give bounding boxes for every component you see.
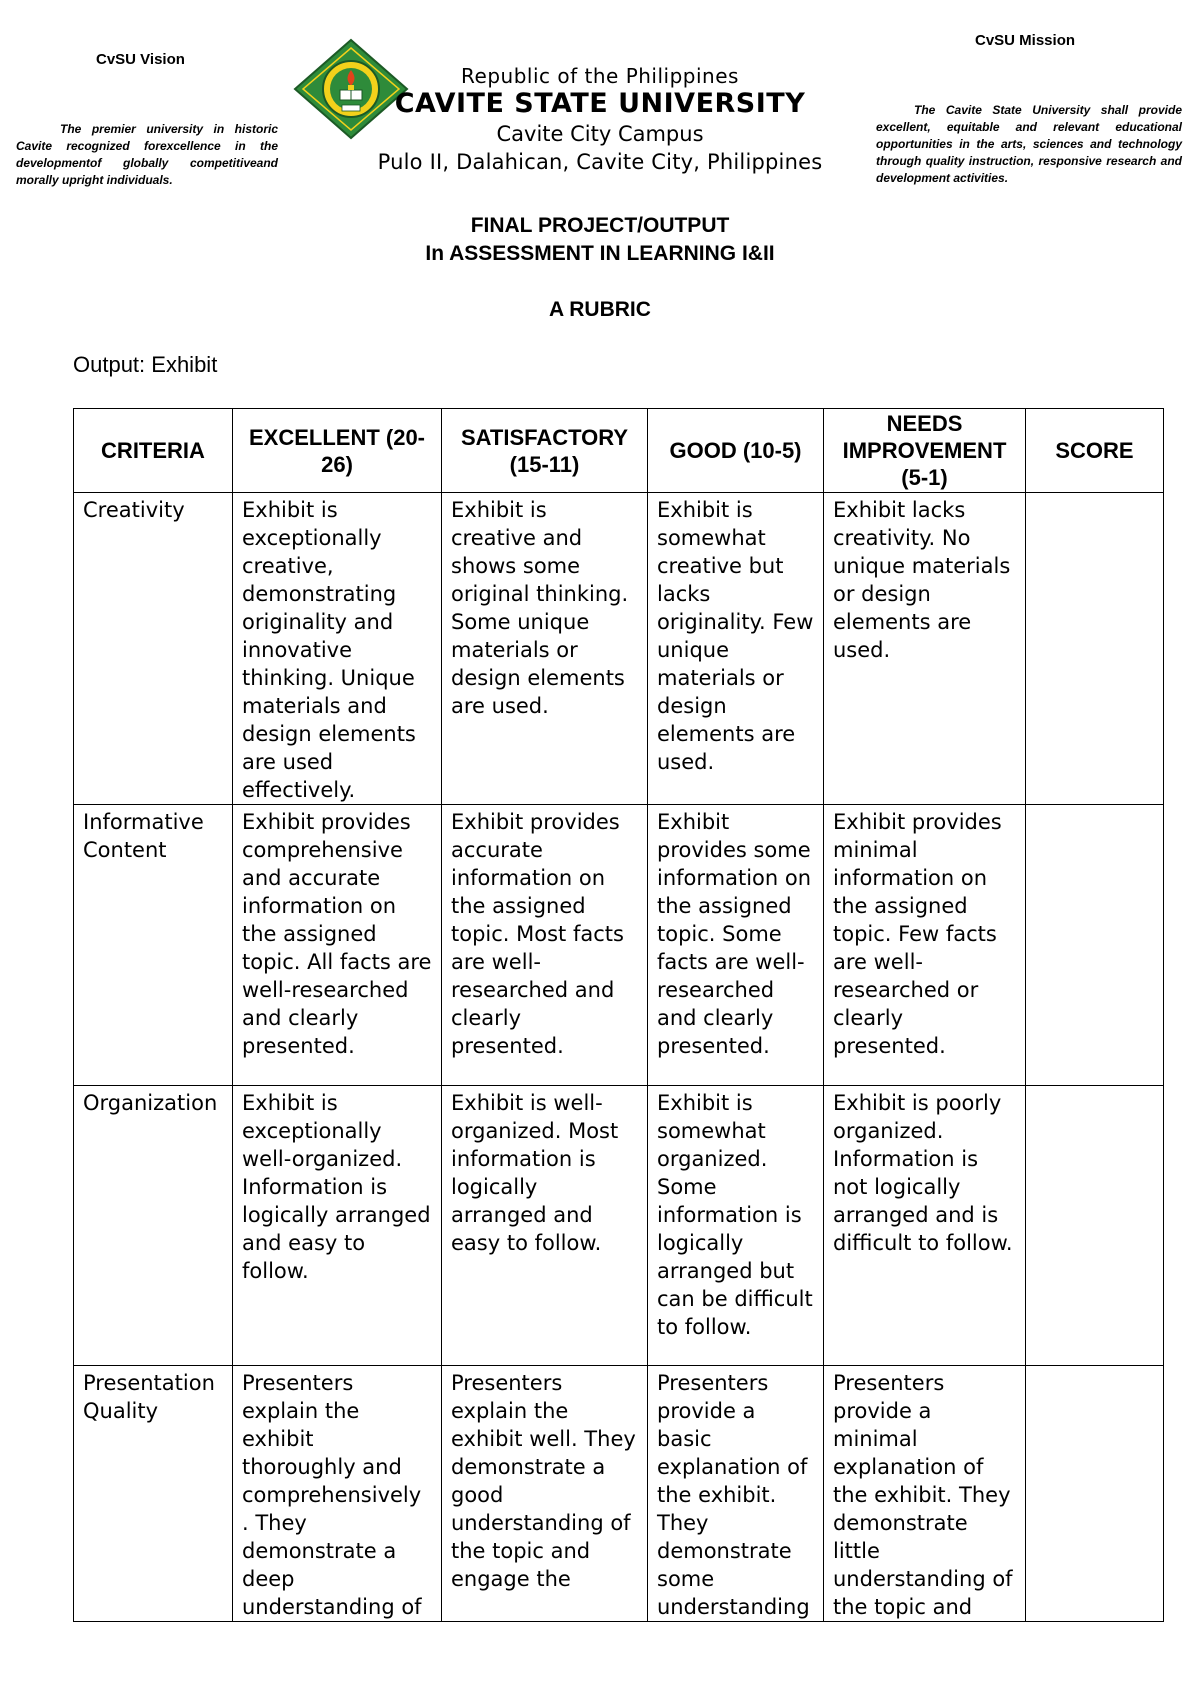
table-row [74,805,1164,1086]
score-cell[interactable] [1026,1086,1164,1366]
vision-title: CvSU Vision [96,51,185,68]
table-row [74,1366,1164,1622]
score-cell[interactable] [1026,493,1164,805]
output-label: Output: Exhibit [73,352,218,377]
excellent-cell: Exhibit is exceptionally creative, demonstrating originality and innovative thinking. Unique materials and design elements are used effectively. [233,493,442,805]
header-excellent: EXCELLENT (20-26) [233,409,442,493]
header-score: SCORE [1026,409,1164,493]
header-good: GOOD (10-5) [648,409,824,493]
table-row [74,1086,1164,1366]
needs-improvement-cell: Exhibit lacks creativity. No unique materials or design elements are used. [824,493,1026,805]
header-criteria: CRITERIA [74,409,233,493]
campus-name: Cavite City Campus [496,122,704,146]
criteria-cell: Organization [74,1086,233,1366]
good-cell: Exhibit is somewhat creative but lacks originality. Few unique materials or design elements are used. [648,493,824,805]
score-cell[interactable] [1026,1366,1164,1622]
satisfactory-cell: Exhibit is creative and shows some original thinking. Some unique materials or design elements are used. [442,493,648,805]
mission-title: CvSU Mission [975,32,1076,49]
criteria-cell: Presentation Quality [74,1366,233,1622]
campus-address: Pulo II, Dalahican, Cavite City, Philippines [377,150,823,174]
satisfactory-cell: Exhibit provides accurate information on the assigned topic. Most facts are well-researched and clearly presented. [442,805,648,1086]
excellent-cell: Exhibit provides comprehensive and accurate information on the assigned topic. All facts are well-researched and clearly presented. [233,805,442,1086]
satisfactory-cell: Exhibit is well-organized. Most information is logically arranged and easy to follow. [442,1086,648,1366]
good-cell: Exhibit provides some information on the assigned topic. Some facts are well-researched and clearly presented. [648,805,824,1086]
document-title-line2: In ASSESSMENT IN LEARNING I&II [425,242,775,265]
document-title-line1: FINAL PROJECT/OUTPUT [470,214,730,237]
table-header-row [74,409,1164,493]
vision-text: The premier university in historic Cavite recognized forexcellence in the developmentof globally competitiveand morally upright individuals. [16,122,278,187]
needs-improvement-cell: Presenters provide a minimal explanation of the exhibit. They demonstrate little understanding of the topic and [824,1366,1026,1622]
university-name: CAVITE STATE UNIVERSITY [394,88,806,119]
good-cell: Exhibit is somewhat organized. Some information is logically arranged but can be difficult to follow. [648,1086,824,1366]
needs-improvement-cell: Exhibit provides minimal information on the assigned topic. Few facts are well-researched or clearly presented. [824,805,1026,1086]
criteria-cell: Creativity [74,493,233,805]
score-cell[interactable] [1026,805,1164,1086]
republic-line: Republic of the Philippines [461,64,739,88]
rubric-table [73,408,1164,1622]
table-row [74,493,1164,805]
good-cell: Presenters provide a basic explanation of the exhibit. They demonstrate some understanding [648,1366,824,1622]
needs-improvement-cell: Exhibit is poorly organized. Information is not logically arranged and is difficult to follow. [824,1086,1026,1366]
excellent-cell: Presenters explain the exhibit thoroughly and comprehensively . They demonstrate a deep understanding of [233,1366,442,1622]
mission-text: The Cavite State University shall provide excellent, equitable and relevant educational opportunities in the arts, sciences and technology through quality instruction, responsive research and development activities. [876,103,1182,185]
excellent-cell: Exhibit is exceptionally well-organized. Information is logically arranged and easy to follow. [233,1086,442,1366]
header-satisfactory: SATISFACTORY (15-11) [442,409,648,493]
criteria-cell: Informative Content [74,805,233,1086]
header-needs-improvement: NEEDS IMPROVEMENT (5-1) [824,409,1026,493]
document-title-line3: A RUBRIC [549,298,651,321]
satisfactory-cell: Presenters explain the exhibit well. They demonstrate a good understanding of the topic and engage the [442,1366,648,1622]
